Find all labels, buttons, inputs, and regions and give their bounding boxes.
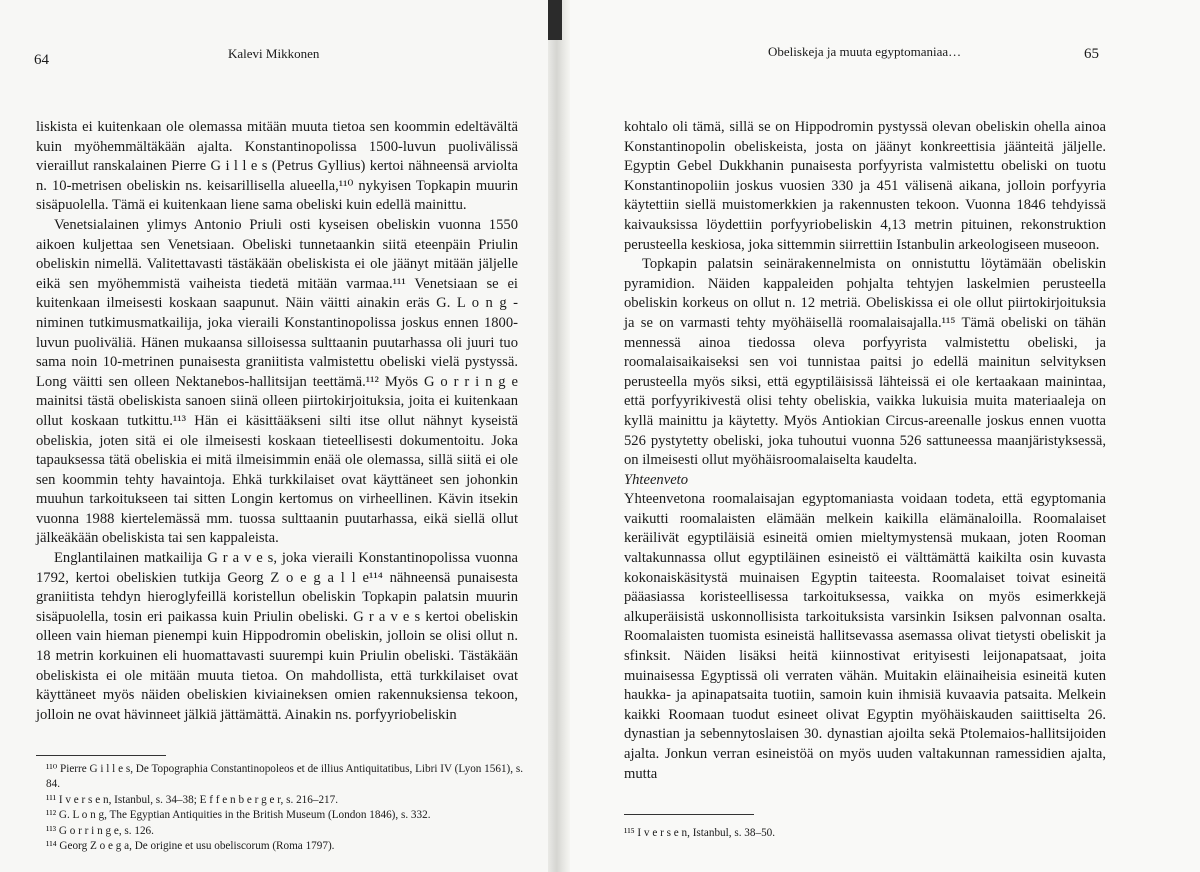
book-gutter	[548, 0, 570, 872]
paragraph: liskista ei kuitenkaan ole olemassa mitään muuta tietoa sen koommin edeltävältä kuin myöhemmältäkään ajalta. Konstantinopolissa 1500-luvun puolivälissä vieraillut ranskalainen Pierre G i l l e s (Petrus Gyllius) kertoi nähneensä arviolta n. 10-metrisen obeliskin ns. keisarillisella alueella,¹¹⁰ nykyisen Topkapin muurin sisäpuolella. Tämä ei kuitenkaan liene sama obeliski kuin edellä mainittu.	[36, 119, 518, 214]
footnote: ¹¹⁰ Pierre G i l l e s, De Topographia Constantinopoleos et de illius Antiquitatibus, Libri IV (Lyon 1561), s. 84.	[46, 763, 524, 791]
body-text	[624, 118, 1106, 784]
footnote: ¹¹² G. L o n g, The Egyptian Antiquities in the British Museum (London 1846), s. 332.	[46, 809, 431, 822]
footnotes	[46, 762, 524, 854]
paragraph: kohtalo oli tämä, sillä se on Hippodromin pystyssä olevan obeliskin ohella ainoa Konstantinopolin obeliskeista, josta on jäänyt konkreettisia jäänteitä jäljelle. Egyptin Gebel Dukkhanin punaisesta porfyyrista valmistettu obeliski on tuotu Konstantinopoliin joskus vuosien 330 ja 451 välisenä aikana, jolloin porfyyria käytettiin siellä muistomerkkien ja rakennusten tekoon. Vuonna 1846 tehdyissä kaivauksissa löydettiin porfyyriobeliskin 4,13 metrin pituinen, rekonstruktion perusteella keskiosa, joka sittemmin siirrettiin Istanbulin arkeologiseen museoon.	[624, 119, 1106, 253]
running-head: Kalevi Mikkonen	[228, 46, 320, 61]
left-page	[0, 0, 556, 872]
right-page	[556, 0, 1200, 872]
footnote-rule	[36, 755, 166, 756]
paragraph: Englantilainen matkailija G r a v e s, joka vieraili Konstantinopolissa vuonna 1792, kertoi obeliskien tutkija Georg Z o e g a l l e¹¹⁴ nähneensä punaisesta graniitista tehdyn hieroglyfeillä koristellun obeliskin Topkapin palatsin muurin sisäpuolella, tosin eri paikassa kuin Priulin obeliski. G r a v e s kertoi obeliskin olleen vain hieman pienempi kuin Hippodromin obeliskin, jolloin se olisi ollut n. 18 metrin korkuinen eli huomattavasti suurempi kuin Priulin obeliski. Tästäkään obeliskista ei ole mitään muuta tietoa. On mahdollista, että turkkilaiset ovat käyttäneet myös näiden obeliskien kiviaineksen omien rakennuksiensa tekoon, jolloin ne ovat hävinneet jälkiä jättämättä. Ainakin ns. porfyyriobeliskin	[36, 550, 518, 723]
footnote: ¹¹¹ I v e r s e n, Istanbul, s. 34–38; E f f e n b e r g e r, s. 216–217.	[46, 793, 339, 806]
footnote: ¹¹³ G o r r i n g e, s. 126.	[46, 824, 154, 837]
running-head: Obeliskeja ja muuta egyptomaniaa…	[768, 44, 962, 59]
footnote: ¹¹⁵ I v e r s e n, Istanbul, s. 38–50.	[624, 827, 776, 839]
page-number: 64	[34, 52, 49, 68]
section-title: Yhteenveto	[624, 471, 689, 488]
body-text	[36, 118, 518, 725]
paragraph: Venetsialainen ylimys Antonio Priuli osti kyseisen obeliskin vuonna 1550 aikoen kuljettaa sen Venetsiaan. Obeliski tunnetaankin siitä eteenpäin Priulin obeliskin nimellä. Valitettavasti tästäkään obeliskista ei ole jäänyt mitään jäljelle eikä sen myöhemmistä vaiheista tiedetä mitään varmaa.¹¹¹ Venetsiaan se ei kuitenkaan ilmeisesti koskaan saapunut. Näin väitti ainakin eräs G. L o n g -niminen tutkimusmatkailija, joka vieraili Konstantinopolissa joskus ennen 1800-luvun puoliväliä. Hänen mukaansa silloisessa sulttaanin puutarhassa oli juuri tuo sama noin 10-metrinen punaisesta graniitista valmistettu obeliski vielä pystyssä. Long väitti sen olleen Nektanebos-hallitsijan teettämä.¹¹² Myös G o r r i n g e mainitsi tästä obeliskista sanoen siinä olleen piirtokirjoituksia, joita ei kuitenkaan ollut koskaan tutkittu.¹¹³ Hän ei käsittääkseni silti itse ollut nähnyt kyseistä obeliskia, joten sitä ei ole ilmeisesti koskaan tieteellisesti dokumentoitu. Joka tapauksessa tätä obeliskia ei mitä ilmeisimmin enää ole olemassa, sillä siitä ei ole sen koommin tehty havaintoja. Ehkä turkkilaiset ovat käyttäneet sen johonkin muuhun tarkoitukseen tai sitten Longin kertomus on virheellinen. Kävin itsekin vuonna 1988 kiertelemässä mm. tuossa sulttaanin puutarhassa, eikä siellä ollut jälkeäkään obeliskista tai sen kappaleista.	[36, 216, 518, 547]
page-number: 65	[1084, 46, 1099, 62]
binding-shadow	[548, 0, 562, 40]
paragraph: Yhteenvetona roomalaisajan egyptomaniasta voidaan todeta, että egyptomania vaikutti roomalaisten elämään melkein kaikilla elämänaloilla. Roomalaiset keräilivät egyptiläisiä esineitä omien mieltymystensä mukaan, joten Rooman valtakunnassa ollut egyptiläinen esineistö ei välttämättä kaikilta osin kuvasta kokonaiskäsitystä muinaisen Egyptin taiteesta. Roomalaiset toivat esineitä pääasiassa koristeellisessa tarkoituksessa, vaikka on myös esimerkkejä alkuperäisistä uskonnollisista tarkoituksista varsinkin Isiksen palvonnan osalta. Roomalaisten tuomista esineistä hallitsevassa asemassa olivat tietysti obeliskit ja sfinksit. Näiden lisäksi heitä kiinnostivat erityisesti leijonapatsaat, joita muinaisessa Egyptissä oli verraten vähän. Muitakin eläinaiheisia esineitä kuten haukka- ja apinapatsaita tuotiin, samoin kuin ihmisiä kuvaavia patsaita. Melkein kaikki Roomaan tuodut esineet olivat Egyptin myöhäiskauden saiittiselta 26. dynastian ja sebennytoslaisen 30. dynastian ajoilta sekä Ptolemaios-hallitsijoiden ajalta. Jonkun verran esineistöä on myös uuden valtakunnan ramessidien ajalta, mutta	[624, 491, 1106, 782]
paragraph: Topkapin palatsin seinärakennelmista on onnistuttu löytämään obeliskin pyramidion. Näiden kappaleiden pohjalta tehtyjen laskelmien perusteella obeliskin korkeus on ollut n. 12 metriä. Obeliskissa ei ole ollut piirtokirjoituksia ja se on varmasti tehty myöhäisellä roomalaisajalla.¹¹⁵ Tämä obeliski on tähän mennessä ainoa tiedossa oleva porfyyrista valmistettu obeliski, ja roomalaisaikaiseksi sen voi tunnistaa paitsi jo edellä mainitun selvityksen perusteella myös siksi, että egyptiläisissä lähteissä ei ole kertaakaan mainintaa, että porfyyrikivestä olisi tehty obeliskia, vaikka lukuisia muita materiaaleja on kyllä mainittu ja käytetty. Myös Antiokian Circus-areenalle joskus ennen vuotta 526 pystytetty obeliski, joka tuhoutui vuonna 526 sattuneessa maanjäristyksessä, on ilmeisesti ollut myöhäisroomalaiselta kaudelta.	[624, 256, 1106, 469]
footnote-rule	[624, 814, 754, 815]
footnotes	[624, 826, 924, 841]
footnote: ¹¹⁴ Georg Z o e g a, De origine et usu obeliscorum (Roma 1797).	[46, 840, 335, 853]
